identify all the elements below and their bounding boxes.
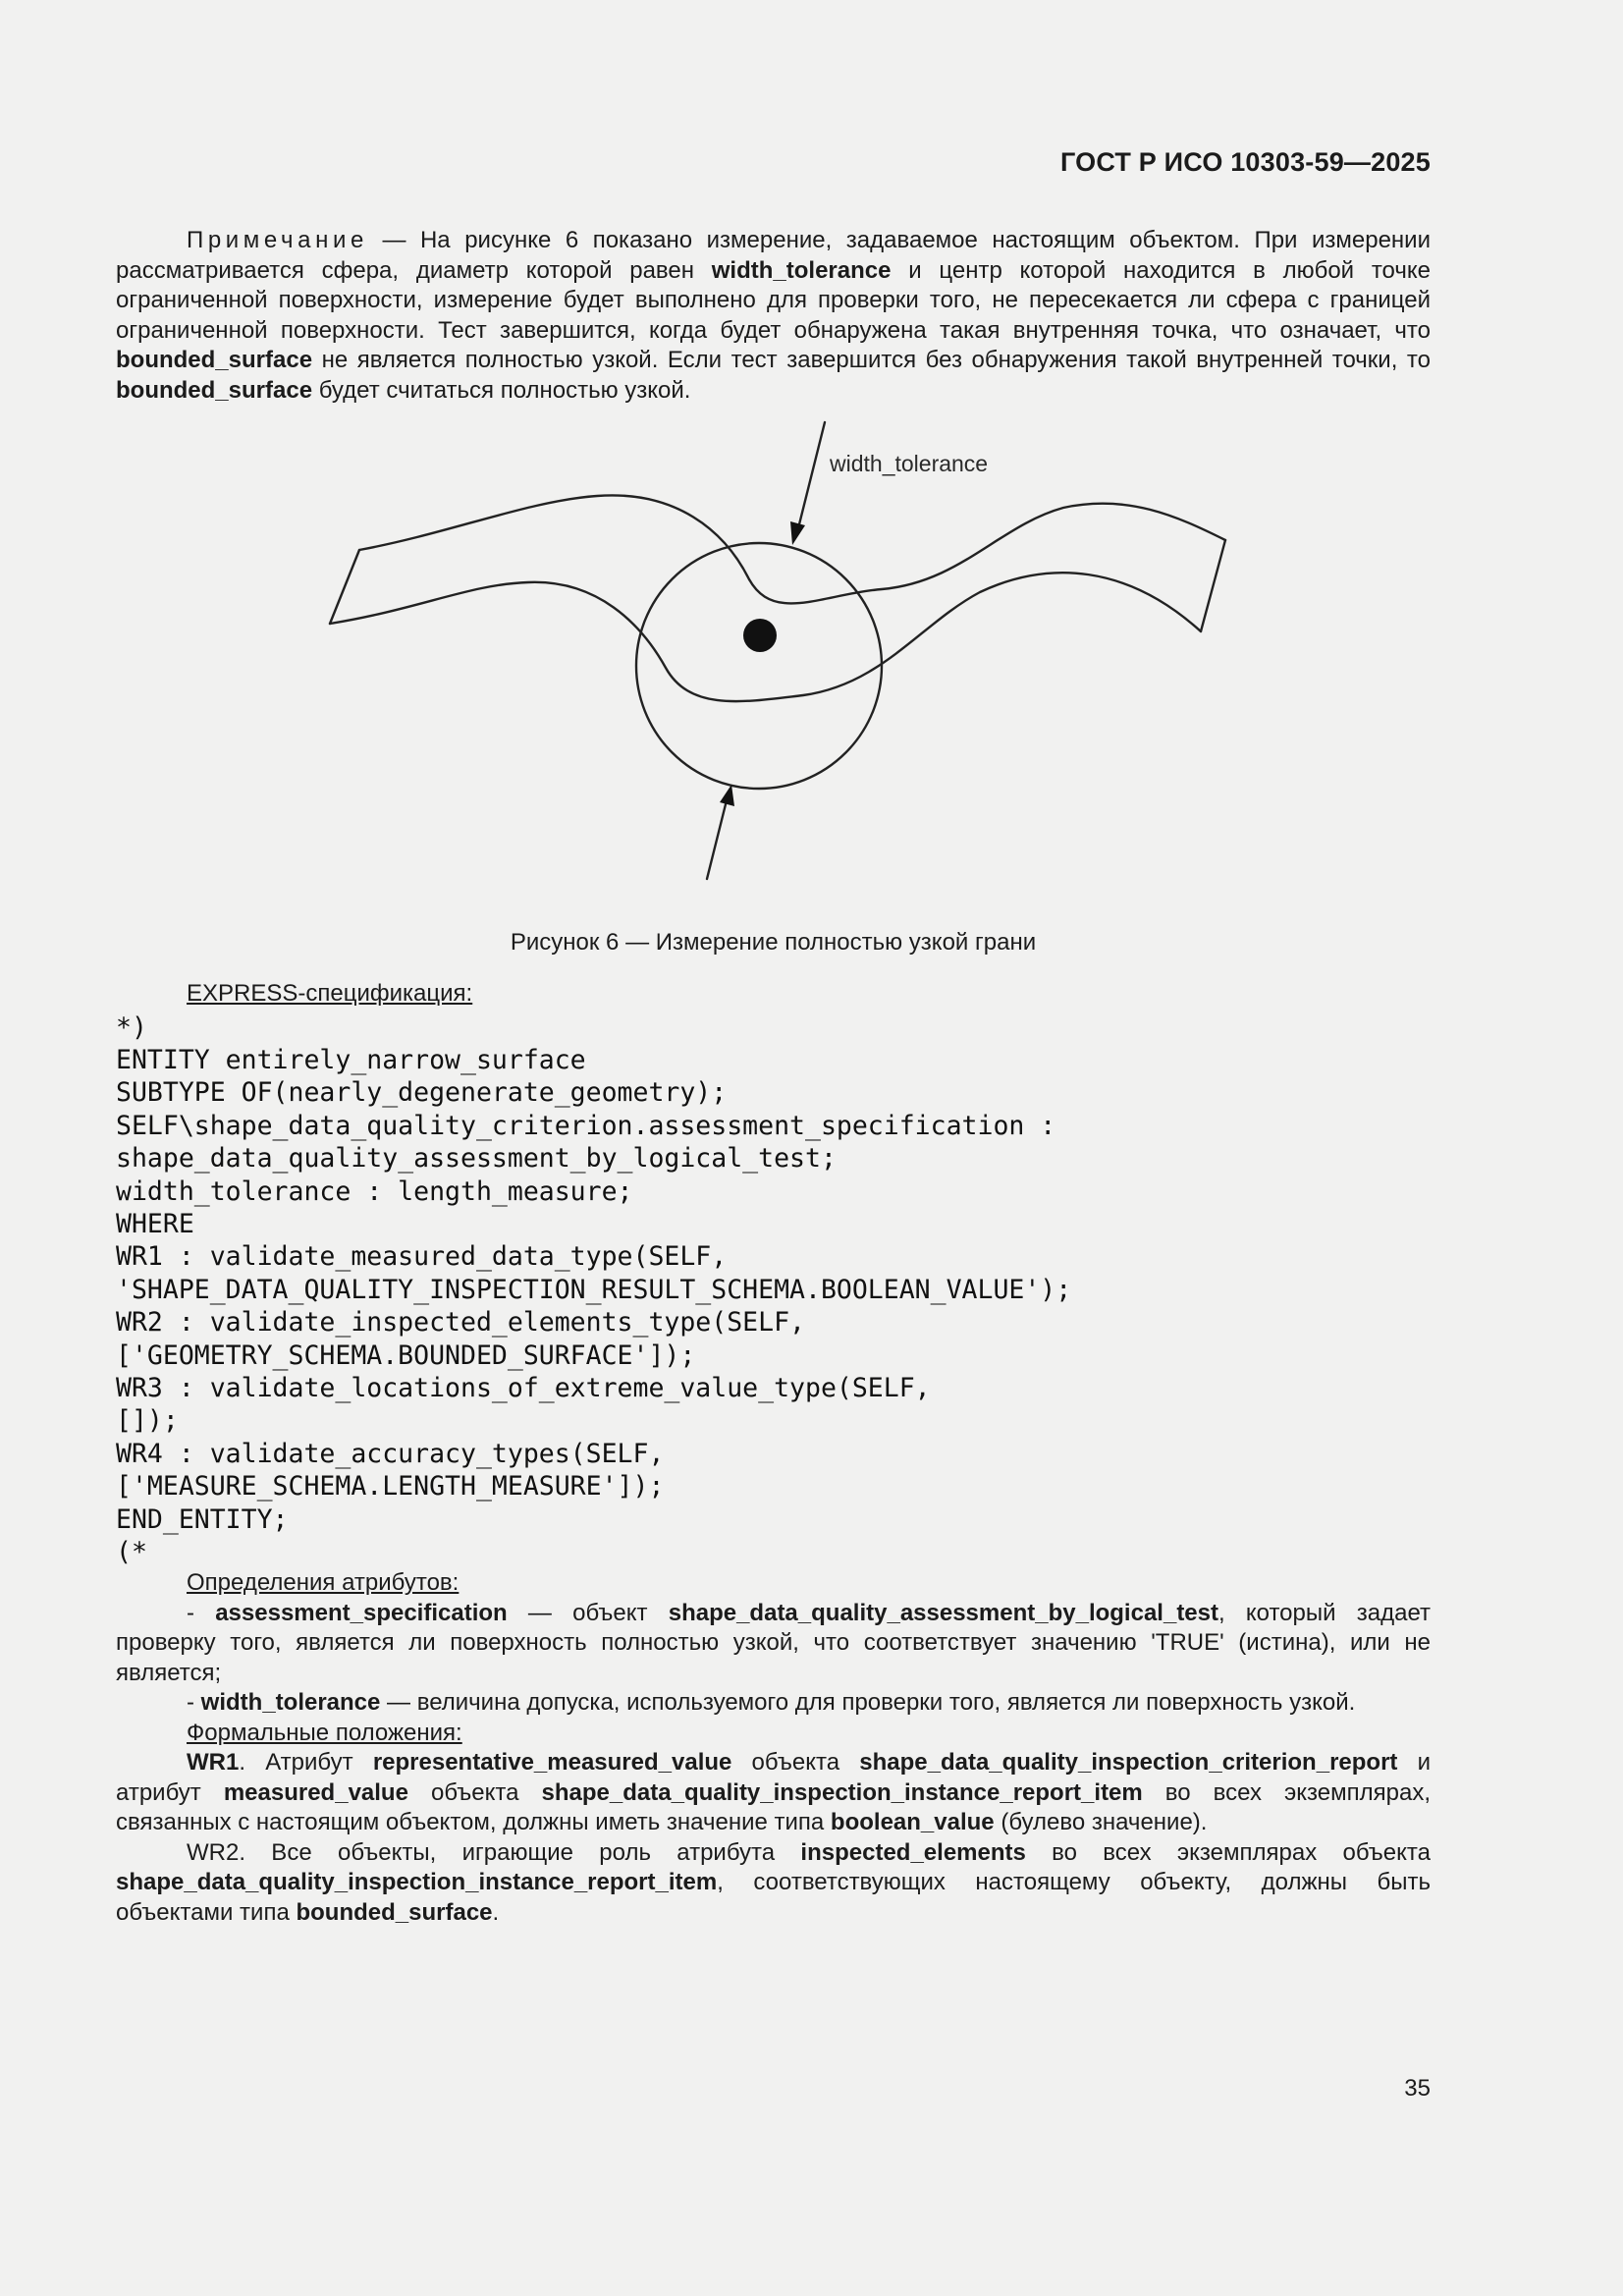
attribute-term: shape_data_quality_assessment_by_logical_test (668, 1599, 1218, 1626)
attribute-text: — величина допуска, используемого для проверки того, является ли поверхность узкой. (380, 1689, 1356, 1717)
figure-6 (116, 417, 1431, 928)
page-number: 35 (1404, 2075, 1431, 2102)
rule-term: measured_value (223, 1778, 408, 1806)
code-line: ENTITY entirely_narrow_surface (116, 1044, 586, 1075)
rule-term: shape_data_quality_inspection_instance_report_item (116, 1869, 718, 1896)
rule-text: . (492, 1898, 500, 1926)
express-heading: EXPRESS-спецификация: (187, 980, 473, 1007)
code-line: shape_data_quality_assessment_by_logical_test; (116, 1143, 837, 1175)
tolerance-sphere (636, 543, 882, 789)
code-line: *) (116, 1011, 147, 1043)
attribute-text: , который задает проверку того, является ли поверхность полностью узкой, что соответствует значению 'TRUE' (истина), или не является; (116, 1599, 1431, 1686)
formal-wr1 (116, 1748, 1431, 1838)
code-line: []); (116, 1405, 179, 1437)
note-text: — На рисунке 6 показано измерение, задаваемое настоящим объектом. При измерении рассматривается сфера, диаметр которой равен (116, 227, 1431, 284)
note-term: bounded_surface (116, 347, 313, 373)
top-arrow-head (790, 521, 805, 545)
attribute-name: width_tolerance (200, 1689, 381, 1717)
formal-wr2 (116, 1838, 1431, 1929)
rule-term: inspected_elements (800, 1838, 1026, 1866)
rule-term: boolean_value (830, 1809, 995, 1836)
rule-term: shape_data_quality_inspection_instance_report_item (541, 1778, 1143, 1806)
rule-text: , соответствующих настоящему объекту, должны быть объектами типа (116, 1869, 1431, 1926)
rule-text: объекта (407, 1778, 542, 1806)
rule-text: и атрибут (116, 1749, 1431, 1806)
code-line: WR1 : validate_measured_data_type(SELF, (116, 1241, 728, 1273)
note-text: и центр которой находится в любой точке ограниченной поверхности, измерение будет выполнено для проверки того, не пересекается ли сфера с границей ограниченной поверхности. Тест завершится, когда будет обнаружена такая внутренняя точка, что означает, что (116, 256, 1431, 344)
bottom-arrow-head (720, 785, 734, 806)
code-line: END_ENTITY; (116, 1503, 289, 1535)
surface-left-end (330, 550, 359, 624)
code-line: width_tolerance : length_measure; (116, 1175, 633, 1207)
surface-right-end (1201, 540, 1225, 631)
code-line: (* (116, 1537, 147, 1567)
rule-text: WR2. Все объекты, играющие роль атрибута (187, 1838, 801, 1866)
express-code-block (116, 1011, 1431, 1569)
code-line: WR2 : validate_inspected_elements_type(SELF, (116, 1307, 805, 1339)
rule-text: объекта (731, 1749, 860, 1777)
document-header: ГОСТ Р ИСО 10303-59—2025 (1060, 147, 1431, 177)
note-paragraph (116, 226, 1431, 406)
note-term: width_tolerance (711, 256, 892, 284)
code-line: WR4 : validate_accuracy_types(SELF, (116, 1438, 665, 1469)
rule-text: во всех экземплярах, связанных с настоящим объектом, должны иметь значение типа (116, 1778, 1431, 1836)
rule-text: (булево значение). (994, 1809, 1208, 1836)
attribute-text: — объект (507, 1599, 669, 1626)
note-text: будет считаться полностью узкой. (312, 376, 691, 404)
formal-heading: Формальные положения: (187, 1719, 462, 1746)
attributes-heading: Определения атрибутов: (187, 1569, 460, 1597)
attribute-width-tolerance (116, 1688, 1431, 1719)
list-dash: - (187, 1599, 216, 1626)
page-content (116, 226, 1431, 1928)
rule-term: representative_measured_value (372, 1749, 732, 1777)
attribute-assessment-specification (116, 1599, 1431, 1689)
rule-term: bounded_surface (296, 1898, 493, 1926)
list-dash: - (187, 1689, 201, 1717)
code-line: WR3 : validate_locations_of_extreme_value_type(SELF, (116, 1372, 931, 1403)
bottom-arrow-line (707, 800, 727, 879)
code-line: WHERE (116, 1208, 194, 1239)
code-line: ['MEASURE_SCHEMA.LENGTH_MEASURE']); (116, 1471, 665, 1503)
note-label: Примечание (187, 227, 368, 253)
narrow-surface-diagram (116, 417, 1431, 928)
rule-text: во всех экземплярах объекта (1025, 1838, 1431, 1866)
note-term: bounded_surface (116, 376, 313, 404)
code-line: ['GEOMETRY_SCHEMA.BOUNDED_SURFACE']); (116, 1339, 696, 1371)
code-line: 'SHAPE_DATA_QUALITY_INSPECTION_RESULT_SCHEMA.BOOLEAN_VALUE'); (116, 1274, 1072, 1305)
rule-text: . Атрибут (239, 1749, 373, 1777)
center-point (743, 619, 777, 652)
note-text: не является полностью узкой. Если тест завершится без обнаружения такой внутренней точки, то (312, 347, 1431, 373)
figure-label: width_tolerance (830, 451, 989, 476)
attribute-name: assessment_specification (215, 1599, 508, 1626)
rule-term: shape_data_quality_inspection_criterion_report (859, 1749, 1398, 1777)
figure-caption: Рисунок 6 — Измерение полностью узкой грани (510, 929, 1037, 956)
top-arrow-line (798, 422, 825, 528)
rule-label: WR1 (187, 1749, 240, 1777)
code-line: SUBTYPE OF(nearly_degenerate_geometry); (116, 1077, 728, 1109)
code-line: SELF\shape_data_quality_criterion.assessment_specification : (116, 1110, 1056, 1141)
